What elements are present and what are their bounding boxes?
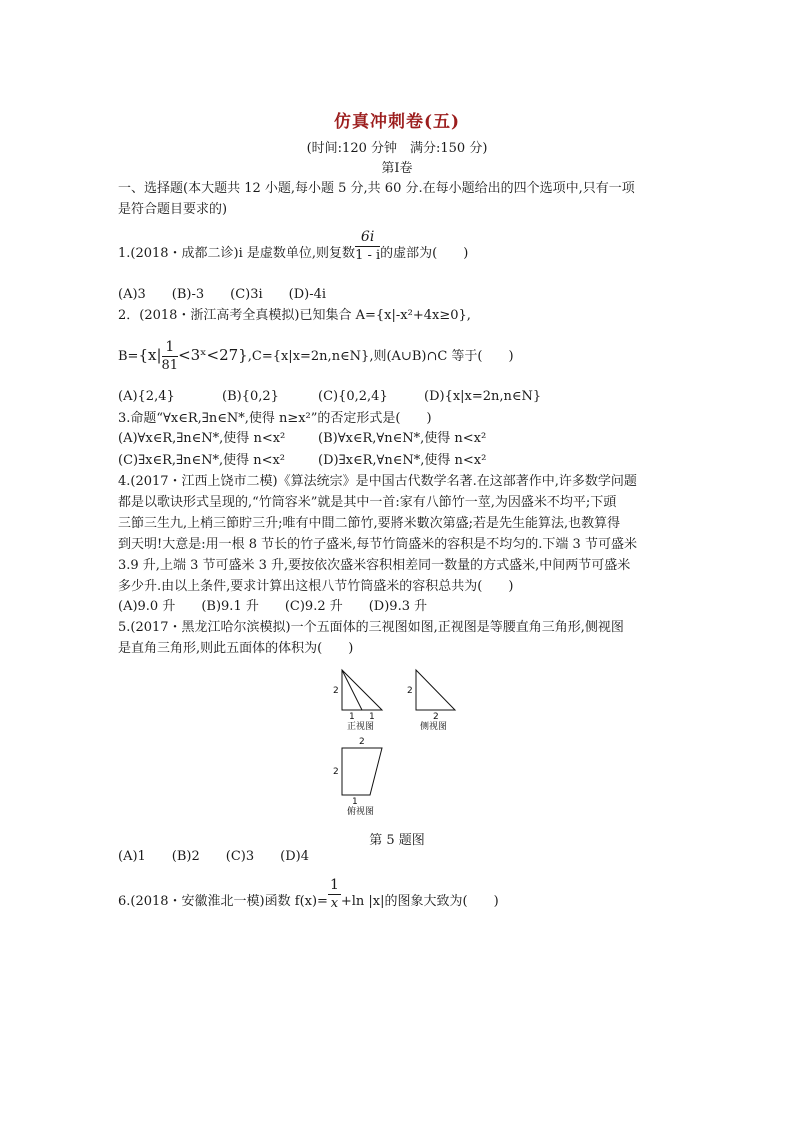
q2-option-d: (D){x|x=2n,n∈N} xyxy=(424,389,542,404)
front-view-height-label: 2 xyxy=(333,686,339,696)
time-info: (时间:120 分钟 满分:150 分) xyxy=(306,141,488,156)
front-view-outer-triangle xyxy=(342,670,382,710)
side-view-triangle xyxy=(416,670,455,710)
question-6 xyxy=(118,876,499,913)
front-view-inner-line xyxy=(342,670,362,710)
q5-line-1: 5.(2017・黑龙江哈尔滨模拟)一个五面体的三视图如图,正视图是等腰直角三角形,侧视图 xyxy=(118,620,624,635)
q1-prefix: 1.(2018・成都二诊)i 是虚数单位,则复数 xyxy=(118,246,356,261)
question-1 xyxy=(118,228,468,265)
q1-fraction xyxy=(355,228,380,265)
q3-option-a: (A)∀x∈R,∃n∈N*,使得 n<x² xyxy=(118,431,286,446)
side-view-height-label: 2 xyxy=(407,686,413,696)
top-view-bottom-label: 1 xyxy=(352,797,358,807)
q1-suffix: 的虚部为( ) xyxy=(380,246,469,261)
top-view-width-label: 2 xyxy=(359,737,365,747)
top-view-trapezoid xyxy=(342,748,382,795)
section-title: 第Ⅰ卷 xyxy=(381,161,413,176)
top-view-name: 俯视图 xyxy=(347,807,375,817)
q3-option-b: (B)∀x∈R,∀n∈N*,使得 n<x² xyxy=(318,431,487,446)
q3-option-d: (D)∃x∈R,∀n∈N*,使得 n<x² xyxy=(318,453,487,468)
q2-set-b xyxy=(118,338,514,375)
front-view xyxy=(342,670,382,710)
q1-fraction-numerator: 6i xyxy=(355,228,380,247)
q1-fraction-denominator: 1 - i xyxy=(355,248,381,263)
front-view-name: 正视图 xyxy=(347,722,375,732)
q2-b-fraction-denominator: 81 xyxy=(161,358,179,373)
q6-fraction xyxy=(328,876,341,913)
q5-options: (A)1 (B)2 (C)3 (D)4 xyxy=(118,849,309,864)
q4-line-3: 三節三生九,上梢三節貯三升;唯有中間二節竹,要將米數次第盛;若是先生能算法,也教算得 xyxy=(118,516,621,531)
q2-b-prefix: B= xyxy=(118,349,139,364)
q2-b-fraction-numerator: 1 xyxy=(162,338,179,357)
q2-line-1: 2．(2018・浙江高考全真模拟)已知集合 A={x|-x²+4x≥0}, xyxy=(118,308,471,323)
three-view-figure xyxy=(330,665,470,845)
q2-b-set-left: {x| xyxy=(138,346,162,364)
front-view-base-right-label: 1 xyxy=(369,712,375,722)
q4-line-6: 多少升.由以上条件,要求计算出这根八节竹筒盛米的容积总共为( ) xyxy=(118,579,514,594)
q6-fraction-numerator: 1 xyxy=(329,877,339,893)
q6-suffix: +ln |x|的图象大致为( ) xyxy=(340,894,499,909)
q2-b-fraction xyxy=(162,338,179,375)
q5-line-2: 是直角三角形,则此五面体的体积为( ) xyxy=(118,641,354,656)
q1-options: (A)3 (B)-3 (C)3i (D)-4i xyxy=(118,287,327,302)
q3-stem: 3.命题“∀x∈R,∃n∈N*,使得 n≥x²”的否定形式是( ) xyxy=(118,411,432,426)
intro-line-1: 一、选择题(本大题共 12 小题,每小题 5 分,共 60 分.在每小题给出的四个选项中,只有一项 xyxy=(118,181,635,196)
q2-option-c: (C){0,2,4} xyxy=(318,389,388,404)
side-view-name: 侧视图 xyxy=(420,722,448,732)
q2-option-a: (A){2,4} xyxy=(118,389,175,404)
q4-line-4: 到天明!大意是:用一根 8 节长的竹子盛米,每节竹筒盛米的容积是不均匀的.下端 3 节可盛米 xyxy=(118,537,637,552)
page-title: 仿真冲刺卷(五) xyxy=(333,112,461,132)
front-view-base-left-label: 1 xyxy=(349,712,355,722)
q2-option-b: (B){0,2} xyxy=(222,389,279,404)
q2-b-set-right: <3ˣ<27} xyxy=(178,346,248,364)
q4-options: (A)9.0 升 (B)9.1 升 (C)9.2 升 (D)9.3 升 xyxy=(118,599,428,614)
q2-b-suffix: ,C={x|x=2n,n∈N},则(A∪B)∩C 等于( ) xyxy=(247,349,514,364)
q3-option-c: (C)∃x∈R,∃n∈N*,使得 n<x² xyxy=(118,453,286,468)
q6-prefix: 6.(2018・安徽淮北一模)函数 f(x)= xyxy=(118,894,328,909)
q4-line-1: 4.(2017・江西上饶市二模)《算法统宗》是中国古代数学名著.在这部著作中,许多数学问题 xyxy=(118,474,637,489)
top-view-height-label: 2 xyxy=(333,767,339,777)
q6-fraction-denominator: x xyxy=(330,896,339,911)
intro-line-2: 是符合题目要求的) xyxy=(118,202,228,217)
figure-caption: 第 5 题图 xyxy=(369,833,425,848)
side-view-base-label: 2 xyxy=(433,712,439,722)
q4-line-2: 都是以歌诀形式呈现的,“竹筒容米”就是其中一首:家有八節竹一莖,为因盛米不均平;下頭 xyxy=(118,495,617,510)
q4-line-5: 3.9 升,上端 3 节可盛米 3 升,要按依次盛米容积相差同一数量的方式盛米,中间两节可盛米 xyxy=(118,558,631,573)
